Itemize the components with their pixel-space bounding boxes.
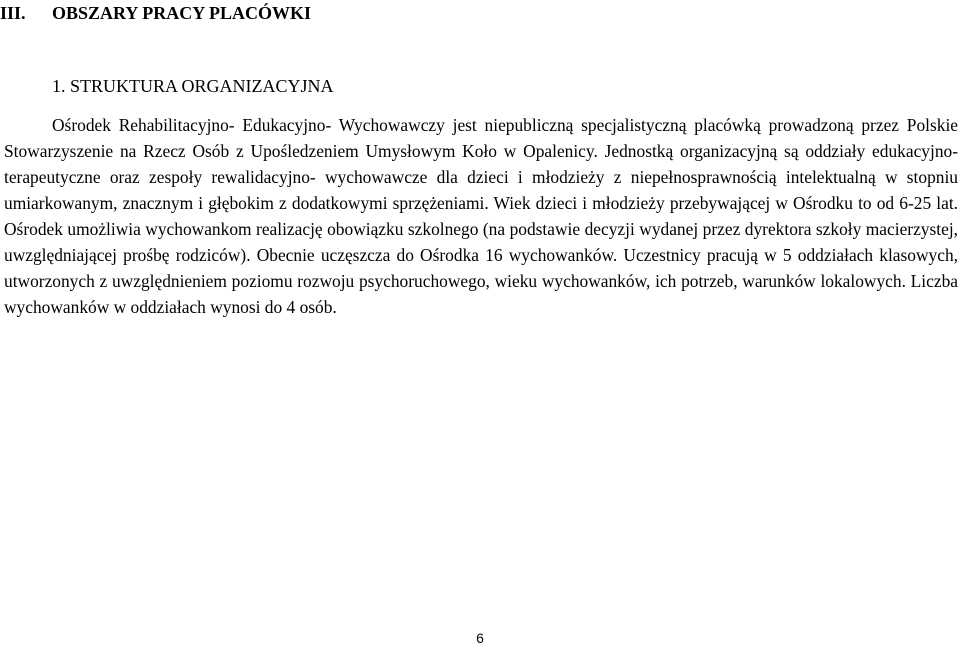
subsection-heading: 1. STRUKTURA ORGANIZACYJNA	[52, 76, 334, 96]
section-number: III.	[0, 3, 26, 23]
section-heading	[0, 2, 311, 24]
page-number: 6	[476, 630, 484, 646]
body-paragraph: Ośrodek Rehabilitacyjno- Edukacyjno- Wychowawczy jest niepubliczną specjalistyczną placówką prowadzoną przez Polskie Stowarzyszenie na Rzecz Osób z Upośledzeniem Umysłowym Koło w Opalenicy. Jednostką organizacyjną są oddziały edukacyjno- terapeutyczne oraz zespoły rewalidacyjno- wychowawcze dla dzieci i młodzieży z niepełnosprawnością intelektualną w stopniu umiarkowanym, znacznym i głębokim z dodatkowymi sprzężeniami. Wiek dzieci i młodzieży przebywającej w Ośrodku to od 6-25 lat. Ośrodek umożliwia wychowankom realizację obowiązku szkolnego (na podstawie decyzji wydanej przez dyrektora szkoły macierzystej, uwzględniającej prośbę rodziców). Obecnie uczęszcza do Ośrodka 16 wychowanków. Uczestnicy pracują w 5 oddziałach klasowych, utworzonych z uwzględnieniem poziomu rozwoju psychoruchowego, wieku wychowanków, ich potrzeb, warunków lokalowych. Liczba wychowanków w oddziałach wynosi do 4 osób.	[4, 115, 958, 317]
section-title: OBSZARY PRACY PLACÓWKI	[52, 3, 312, 23]
